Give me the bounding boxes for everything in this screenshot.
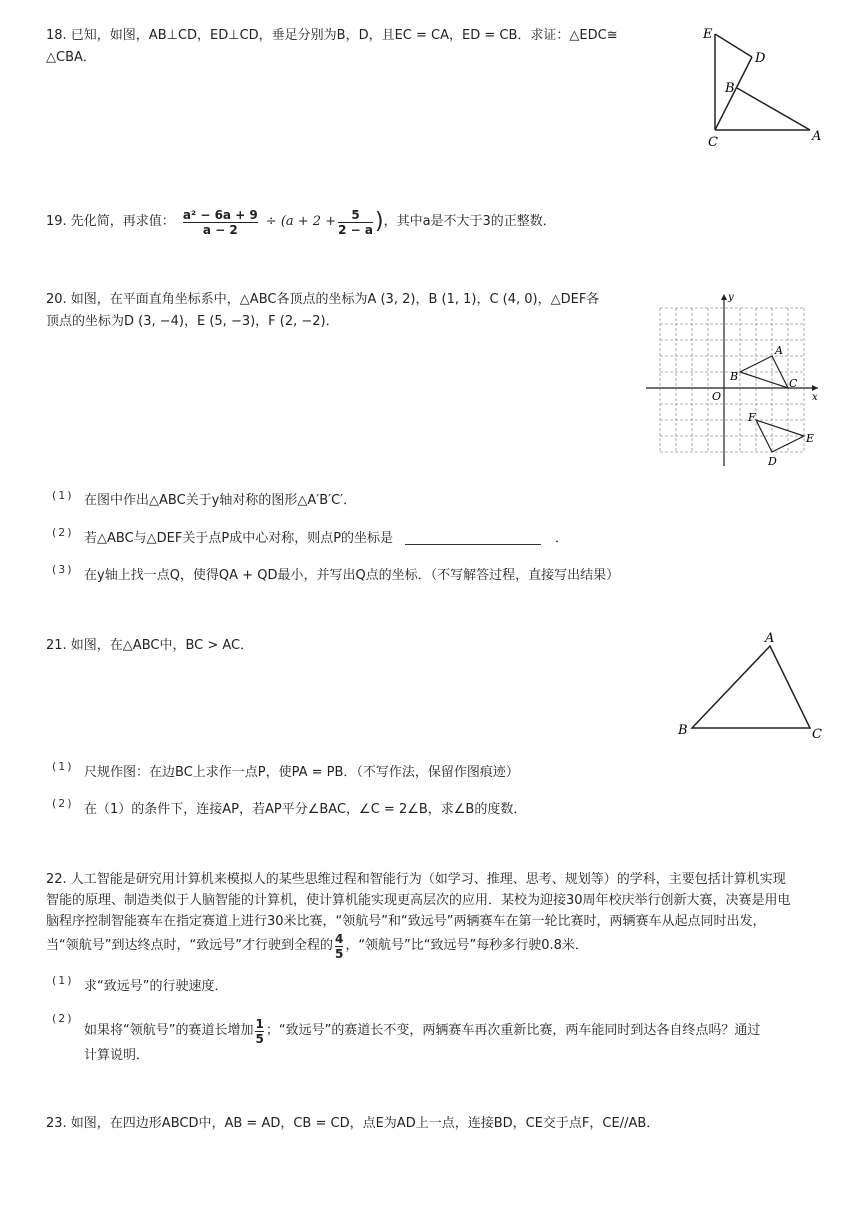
q22-sub2-line2: 计算说明． xyxy=(84,1048,150,1063)
q20-sub1: 在图中作出△ABC关于y轴对称的图形△A′B′C′． xyxy=(84,493,357,508)
q22-line4-text-b: ，“领航号”比“致远号”每秒多行驶0.8米． xyxy=(345,938,588,953)
q20-answer-blank[interactable] xyxy=(405,532,541,545)
q21-sub1: 尺规作图：在边BC上求作一点P，使PA = PB．（不写作法，保留作图痕迹） xyxy=(84,765,519,780)
q22-line1: 22. 人工智能是研究用计算机来模拟人的某些思维过程和智能行为（如学习、推理、思考、规划等）的学科，主要包括计算机实现 xyxy=(46,872,786,887)
segment-AB xyxy=(737,88,810,130)
q22-sub2-text-b: ；“致远号”的赛道长不变，两辆赛车再次重新比赛，两车能同时到达各自终点吗？通过 xyxy=(265,1023,761,1038)
q21-triangle-figure xyxy=(672,628,832,746)
q22-line4 xyxy=(46,928,588,964)
q20-sub3-number: (3) xyxy=(52,563,74,576)
q22-line3: 脑程序控制智能赛车在指定赛道上进行30米比赛，“领航号”和“致远号”两辆赛车在第一轮比赛时，两辆赛车从起点同时出发， xyxy=(46,914,766,929)
q23-line1: 23. 如图，在四边形ABCD中，AB = AD，CB = CD，点E为AD上一点，连接BD，CE交于点F，CE//AB． xyxy=(46,1116,660,1131)
q22-sub2-text-a: 如果将“领航号”的赛道长增加 xyxy=(84,1023,254,1038)
q22-sub2-frac-numerator: 1 xyxy=(255,1016,264,1031)
q20-sub3: 在y轴上找一点Q，使得QA + QD最小，并写出Q点的坐标．（不写解答过程，直接写出结果） xyxy=(84,568,620,583)
q22-sub2-fraction xyxy=(255,1017,263,1046)
label-A: A xyxy=(812,129,822,144)
q22-frac-numerator: 4 xyxy=(334,931,344,946)
q22-fraction xyxy=(335,932,343,961)
q22-frac-denominator: 5 xyxy=(334,946,344,961)
q21-line1: 21. 如图，在△ABC中，BC > AC． xyxy=(46,638,254,653)
label-B: B xyxy=(678,723,688,738)
q20-sub2-text: 若△ABC与△DEF关于点P成中心对称，则点P的坐标是 xyxy=(84,531,394,546)
label-y: y xyxy=(728,292,734,303)
q18-line2: △CBA． xyxy=(46,50,96,65)
y-axis-arrow xyxy=(721,294,727,300)
q20-sub2-end: ． xyxy=(555,531,569,546)
q19-mid: ÷ (a + 2 + xyxy=(265,214,337,229)
q22-line4-text-a: 当“领航号”到达终点时，“致远号”才行驶到全程的 xyxy=(46,938,333,953)
label-A: A xyxy=(765,631,775,646)
q22-line2: 智能的原理、制造类似于人脑智能的计算机，使计算机能实现更高层次的应用．某校为迎接30周年校庆举行创新大赛，决赛是用电 xyxy=(46,893,791,908)
q22-sub2-frac-denominator: 5 xyxy=(255,1031,264,1046)
q22-sub2 xyxy=(84,1014,760,1048)
q19-close-paren: ) xyxy=(374,209,384,234)
label-C: C xyxy=(789,377,798,390)
q20-line1: 20. 如图，在平面直角坐标系中，△ABC各顶点的坐标为A (3, 2)，B (1, 1)，C (4, 0)，△DEF各 xyxy=(46,292,600,307)
q21-sub2: 在（1）的条件下，连接AP，若AP平分∠BAC，∠C = 2∠B，求∠B的度数． xyxy=(84,802,527,817)
q20-sub2-number: (2) xyxy=(52,526,74,539)
label-E: E xyxy=(806,432,815,445)
q19-line xyxy=(46,202,556,242)
q20-sub1-number: (1) xyxy=(52,489,74,502)
label-D: D xyxy=(755,51,766,66)
label-O: O xyxy=(712,390,722,403)
q18-line1: 18. 已知，如图，AB⊥CD，ED⊥CD，垂足分别为B，D，且EC = CA，ED = CB．求证：△EDC≅ xyxy=(46,28,618,43)
x-axis-arrow xyxy=(812,385,818,391)
label-C: C xyxy=(708,135,718,150)
q21-sub1-number: (1) xyxy=(52,760,74,773)
q20-sub2 xyxy=(84,529,568,549)
triangle-ABC xyxy=(692,646,810,728)
q19-frac1-denominator: a − 2 xyxy=(183,222,258,237)
q19-prefix: 19. 先化简，再求值： xyxy=(46,214,175,229)
label-B: B xyxy=(725,81,735,96)
label-x: x xyxy=(812,392,818,403)
label-E: E xyxy=(703,27,713,42)
label-B: B xyxy=(730,370,739,383)
q22-sub2-number: (2) xyxy=(52,1012,74,1025)
q19-frac1-numerator: a² − 6a + 9 xyxy=(182,207,258,222)
q19-suffix: ，其中a是不大于3的正整数． xyxy=(383,214,556,229)
q18-figure xyxy=(695,22,830,152)
q20-coordinate-graph xyxy=(642,290,827,470)
label-F: F xyxy=(748,411,756,424)
q19-frac2-numerator: 5 xyxy=(351,207,360,222)
q22-sub1: 求“致远号”的行驶速度． xyxy=(84,979,228,994)
q21-sub2-number: (2) xyxy=(52,797,74,810)
q20-line2: 顶点的坐标为D (3, −4)，E (5, −3)，F (2, −2)． xyxy=(46,314,339,329)
label-A: A xyxy=(775,344,783,357)
q19-fraction-2 xyxy=(338,208,373,237)
segment-ED xyxy=(715,34,752,57)
q19-fraction-1 xyxy=(183,208,258,237)
q19-frac2-denominator: 2 − a xyxy=(338,222,373,237)
label-D: D xyxy=(768,455,777,468)
label-C: C xyxy=(812,727,822,742)
q22-sub1-number: (1) xyxy=(52,974,74,987)
